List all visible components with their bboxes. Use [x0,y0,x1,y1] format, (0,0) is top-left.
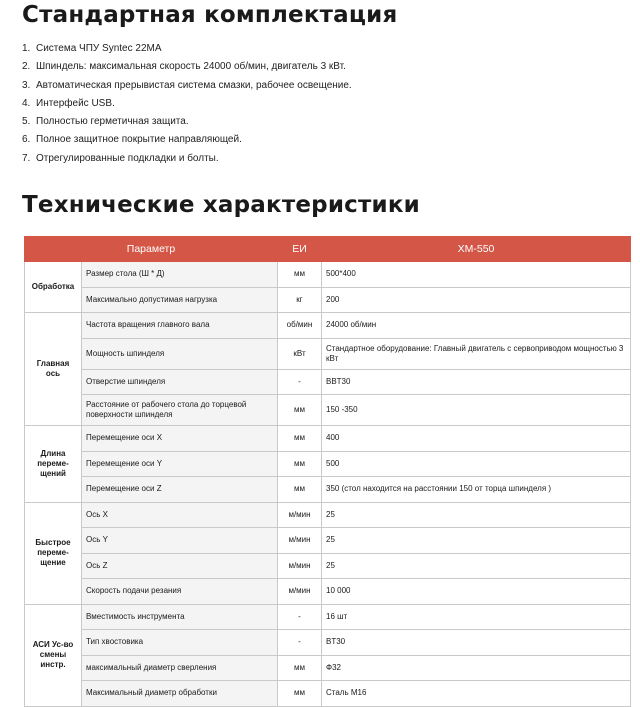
unit-cell: мм [278,451,322,477]
table-row [25,655,631,681]
standard-equipment-list [22,40,622,168]
param-cell: Частота вращения главного вала [82,313,278,339]
table-row [25,369,631,395]
param-cell: Ось Y [82,528,278,554]
table-row [25,426,631,452]
header-unit: ЕИ [278,237,322,262]
header-param: Параметр [25,237,278,262]
param-cell: Перемещение оси Z [82,477,278,503]
table-row [25,287,631,313]
value-cell: 500*400 [322,262,631,288]
list-item: 4. Интерфейс USB. [22,97,115,109]
unit-cell: мм [278,395,322,426]
table-row [25,528,631,554]
group-rapid: Быстрое переме-щение [25,502,82,604]
param-cell: Ось X [82,502,278,528]
group-atc: АСИ Ус-во смены инстр. [25,604,82,706]
list-item: 6. Полное защитное покрытие направляющей. [22,134,242,146]
table-row [25,262,631,288]
value-cell: 400 [322,426,631,452]
param-cell: Перемещение оси Y [82,451,278,477]
table-row [25,502,631,528]
param-cell: Мощность шпинделя [82,338,278,369]
value-cell: 10 000 [322,579,631,605]
table-row [25,681,631,707]
header-model: XM-550 [322,237,631,262]
table-row [25,553,631,579]
table-row [25,579,631,605]
group-travel: Длина переме-щений [25,426,82,503]
value-cell: 200 [322,287,631,313]
value-cell: 150 -350 [322,395,631,426]
unit-cell: мм [278,681,322,707]
list-item: 5. Полностью герметичная защита. [22,116,189,128]
value-cell: 24000 об/мин [322,313,631,339]
unit-cell: - [278,604,322,630]
unit-cell: мм [278,655,322,681]
unit-cell: м/мин [278,528,322,554]
table-row [25,338,631,369]
list-item: 3. Автоматическая прерывистая система смазки, рабочее освещение. [22,79,352,91]
unit-cell: м/мин [278,502,322,528]
param-cell: максимальный диаметр сверления [82,655,278,681]
value-cell: 25 [322,553,631,579]
param-cell: Вместимость инструмента [82,604,278,630]
group-main-axis: Главная ось [25,313,82,426]
table-header-row [25,237,631,262]
value-cell: Сталь M16 [322,681,631,707]
standard-equipment-title: Стандартная комплектация [22,2,398,28]
tech-specs-title: Технические характеристики [22,192,420,218]
unit-cell: кг [278,287,322,313]
param-cell: Скорость подачи резания [82,579,278,605]
group-processing: Обработка [25,262,82,313]
param-cell: Расстояние от рабочего стола до торцевой поверхности шпинделя [82,395,278,426]
param-cell: Максимально допустимая нагрузка [82,287,278,313]
unit-cell: кВт [278,338,322,369]
value-cell: Ф32 [322,655,631,681]
table-row [25,630,631,656]
table-row [25,477,631,503]
list-item: 7. Отрегулированные подкладки и болты. [22,152,219,164]
value-cell: 500 [322,451,631,477]
unit-cell: об/мин [278,313,322,339]
param-cell: Перемещение оси X [82,426,278,452]
value-cell: 16 шт [322,604,631,630]
list-item: 2. Шпиндель: максимальная скорость 24000 об/мин, двигатель 3 кВт. [22,61,346,73]
value-cell: BT30 [322,630,631,656]
specs-table [24,236,631,707]
table-row [25,604,631,630]
param-cell: Максимальный диаметр обработки [82,681,278,707]
param-cell: Отверстие шпинделя [82,369,278,395]
value-cell: 25 [322,528,631,554]
unit-cell: м/мин [278,579,322,605]
list-item: 1. Система ЧПУ Syntec 22МА [22,43,162,54]
table-row [25,451,631,477]
table-row [25,313,631,339]
value-cell: 25 [322,502,631,528]
param-cell: Ось Z [82,553,278,579]
value-cell: 350 (стол находится на расстоянии 150 от торца шпинделя ) [322,477,631,503]
param-cell: Тип хвостовика [82,630,278,656]
unit-cell: мм [278,262,322,288]
unit-cell: - [278,369,322,395]
param-cell: Размер стола (Ш * Д) [82,262,278,288]
unit-cell: м/мин [278,553,322,579]
value-cell: Стандартное оборудование: Главный двигатель с сервоприводом мощностью 3 кВт [322,338,631,369]
unit-cell: - [278,630,322,656]
table-row [25,395,631,426]
value-cell: BBT30 [322,369,631,395]
unit-cell: мм [278,477,322,503]
unit-cell: мм [278,426,322,452]
